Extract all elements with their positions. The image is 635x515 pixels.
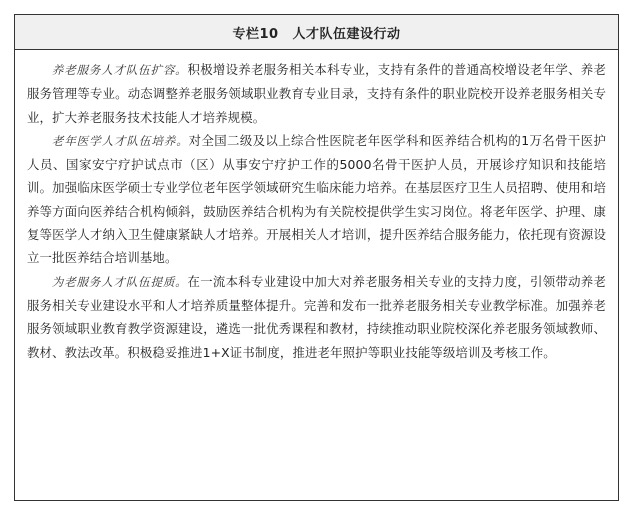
section-geriatric-medicine bbox=[27, 129, 606, 270]
box-title-bar bbox=[15, 15, 618, 50]
section-talent-expansion bbox=[27, 58, 606, 129]
box-title: 人才队伍建设行动 bbox=[292, 26, 401, 42]
feature-box bbox=[14, 14, 619, 501]
section-text: 在一流本科专业建设中加大对养老服务相关专业的支持力度，引领带动养老服务相关专业建设水平和人才培养质量整体提升。完善和发布一批养老服务相关专业教学标准。加强养老服务领域职业教育教学资源建设，遴选一批优秀课程和教材，持续推动职业院校深化养老服务领域教师、教材、教法改革。积极稳妥推进1+X证书制度，推进老年照护等职业技能等级培训及考核工作。 bbox=[27, 273, 606, 360]
section-heading: 老年医学人才队伍培养。 bbox=[51, 133, 189, 148]
section-text: 对全国二级及以上综合性医院老年医学科和医养结合机构的1万名骨干医护人员、国家安宁疗护试点市（区）从事安宁疗护工作的5000名骨干医护人员，开展诊疗知识和技能培训。加强临床医学硕士专业学位老年医学领域研究生临床能力培养。在基层医疗卫生人员招聘、使用和培养等方面向医养结合机构倾斜，鼓励医养结合机构为有关院校提供学生实习岗位。将老年医学、护理、康复等医学人才纳入卫生健康紧缺人才培养。开展相关人才培训，提升医养结合服务能力，依托现有资源设立一批医养结合培训基地。 bbox=[27, 132, 606, 266]
section-quality-improvement bbox=[27, 270, 606, 364]
section-heading: 为老服务人才队伍提质。 bbox=[51, 274, 188, 289]
box-label: 专栏10 bbox=[232, 26, 279, 42]
section-heading: 养老服务人才队伍扩容。 bbox=[51, 63, 188, 77]
box-body bbox=[15, 50, 618, 364]
section-text: 积极增设养老服务相关本科专业，支持有条件的普通高校增设老年学、养老服务管理等专业。动态调整养老服务领域职业教育专业目录，支持有条件的职业院校开设养老服务相关专业，扩大养老服务技术技能人才培养规模。 bbox=[27, 62, 606, 125]
